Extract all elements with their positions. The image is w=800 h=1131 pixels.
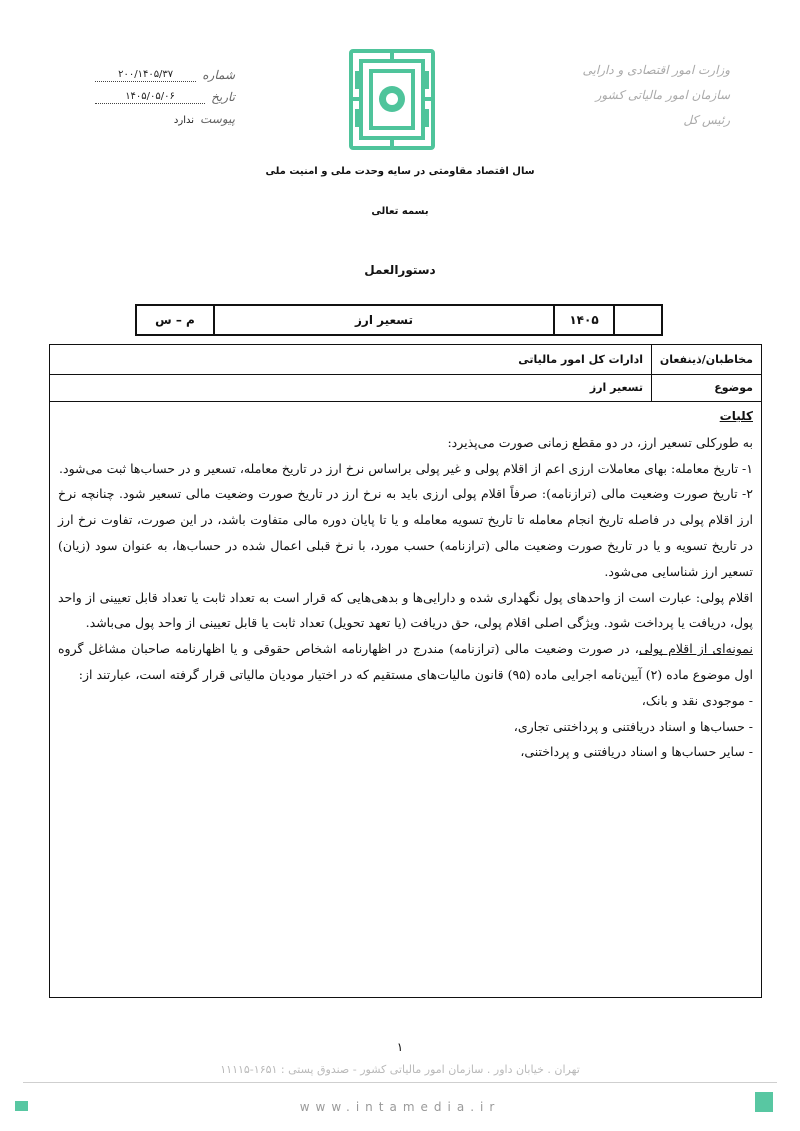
instruction-body <box>58 403 753 765</box>
letter-meta <box>95 60 235 126</box>
subject-value: تسعیر ارز <box>589 381 643 394</box>
intro-paragraph: به طورکلی تسعیر ارز، در دو مقطع زمانی صورت می‌پذیرد: <box>447 434 753 450</box>
footer-divider <box>23 1082 777 1083</box>
number-label: شماره <box>202 68 235 82</box>
ministry-line: رئیس کل <box>683 113 730 127</box>
monetary-items-paragraph: اقلام پولی: عبارت است از واحدهای پول نگهداری شده و دارایی‌ها و بدهی‌هایی که قرار است به تعداد ثابت یا تعداد قابل تعیینی از واحد پول، دریافت یا پرداخت شود. ویژگی اصلی اقلام پولی، حق دریافت (یا تعهد تحویل) تعداد ثابت یا قابل تعیینی از واحد پول می‌باشد. <box>58 589 753 631</box>
code-cell-year: ۱۴۰۵ <box>553 306 613 334</box>
ministry-line: سازمان امور مالیاتی کشور <box>595 88 730 102</box>
code-cell-empty <box>613 306 661 334</box>
instruction-frame <box>49 344 762 998</box>
ministry-heading <box>580 58 730 133</box>
section-heading: کلیات <box>719 409 753 423</box>
ministry-line: وزارت امور اقتصادی و دارایی <box>582 63 730 77</box>
bullet-item: - حساب‌ها و اسناد دریافتنی و پرداختنی تجاری، <box>513 718 753 734</box>
attachment-row <box>95 104 235 126</box>
examples-paragraph <box>58 636 753 688</box>
tax-organization-logo <box>347 47 437 152</box>
number-row <box>95 60 235 82</box>
year-slogan: سال اقتصاد مقاومتی در سایه وحدت ملی و امنیت ملی <box>265 166 535 177</box>
number-value: ۲۰۰/۱۴۰۵/۳۷ <box>95 69 196 82</box>
examples-text: ، در صورت وضعیت مالی (ترازنامه) مندرج در اظهارنامه اشخاص حقوقی و یا اظهارنامه صاحبان مشاغل گروه اول موضوع ماده (۲) آیین‌نامه اجرایی ماده (۹۵) قانون مالیات‌های مستقیم که در اختیار مودیان مالیاتی قرار گرفته است، عبارتند از: <box>58 641 753 682</box>
document-title: دستورالعمل <box>364 263 436 277</box>
footer-address: تهران . خیابان داور . سازمان امور مالیاتی کشور - صندوق پستی : ۱۶۵۱-۱۱۱۱۵ <box>220 1063 580 1076</box>
code-cell-subject: تسعیر ارز <box>213 306 553 334</box>
footer-accent-square-right <box>755 1092 773 1112</box>
code-table <box>135 304 663 336</box>
footer-website: www.intamedia.ir <box>299 1100 501 1114</box>
date-row <box>95 82 235 104</box>
date-label: تاریخ <box>211 90 235 104</box>
item-2-paragraph: ۲- تاریخ صورت وضعیت مالی (ترازنامه): صرفاً اقلام پولی ارزی باید به نرخ ارز در تاریخ صورت وضعیت مالی تسعیر شود. چنانچه نرخ ارز اقلام پولی در فاصله تاریخ انجام معامله تا تاریخ تسویه معامله و یا تا پایان دوره مالی متفاوت باشد، در این صورت، تفاوت نرخ ارز در تاریخ تسویه و یا در تاریخ صورت وضعیت مالی (ترازنامه) حسب مورد، با نرخ قبلی اعمال شده در حساب‌ها، به عنوان سود (زیان) تسعیر ارز شناسایی می‌شود. <box>58 486 753 579</box>
page-number: ۱ <box>396 1040 404 1054</box>
bullet-item: - موجودی نقد و بانک، <box>641 692 753 708</box>
subject-label: موضوع <box>651 374 761 401</box>
attachment-label: پیوست <box>200 112 235 126</box>
item-1-paragraph: ۱- تاریخ معامله: بهای معاملات ارزی اعم از اقلام پولی و غیر پولی براساس نرخ ارز در تاریخ معامله، تسعیر و در حساب‌ها ثبت می‌شود. <box>59 460 753 476</box>
audience-row <box>50 345 761 375</box>
bismillah: بسمه تعالی <box>371 206 429 217</box>
attachment-value: ندارد <box>173 115 194 126</box>
code-cell-code: م – س <box>155 313 195 327</box>
audience-label: مخاطبان/ذینفعان <box>651 345 761 374</box>
date-value: ۱۴۰۵/۰۵/۰۶ <box>95 91 205 104</box>
audience-value: ادارات کل امور مالیاتی <box>518 353 643 366</box>
bullet-item: - سایر حساب‌ها و اسناد دریافتنی و پرداختنی، <box>520 744 753 760</box>
subject-row <box>50 374 761 402</box>
examples-underlined: نمونه‌ای از اقلام پولی <box>638 641 753 657</box>
